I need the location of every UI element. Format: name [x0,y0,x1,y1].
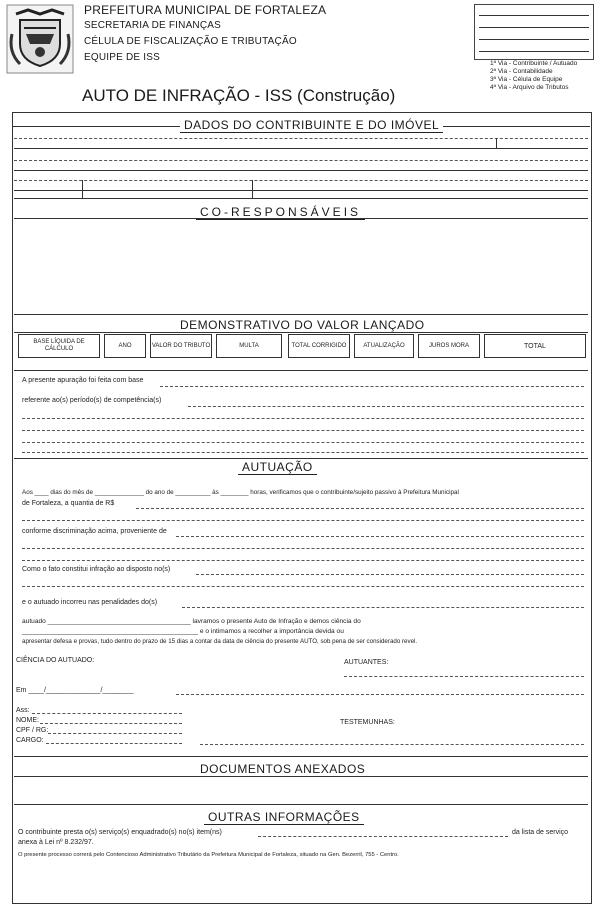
testemunhas-label: TESTEMUNHAS: [340,719,395,726]
apuracao-line-1: A presente apuração foi feita com base [22,377,144,384]
cargo-label: CARGO: [16,737,44,744]
col-atualizacao: ATUALIZAÇÃO [354,334,414,358]
apuracao-line-2: referente ao(s) período(s) de competência(s) [22,397,162,404]
autuacao-p3: Como o fato constitui infração ao disposto no(s) [22,566,171,573]
ciencia-label: CIÊNCIA DO AUTUADO: [16,657,95,664]
section-coresponsaveis-title: CO-RESPONSÁVEIS [196,205,365,220]
nome-label: NOME: [16,717,39,724]
col-total: TOTAL [484,334,586,358]
outras-line-2: anexa à Lei nº 8.232/97. [18,839,94,846]
col-base-calculo: BASE LÍQUIDA DE CÁLCULO [18,334,100,358]
header-line-1: PREFEITURA MUNICIPAL DE FORTALEZA [84,3,327,17]
autuacao-p1a: Aos ____ dias do mês de ______________ do ano de __________ às ________ horas, verificamos que o contribuinte/sujeito passivo à Prefeitura Municipal [22,489,459,496]
ass-label: Ass: [16,707,30,714]
col-multa: MULTA [216,334,282,358]
copy-1: 1ª Via - Contribuinte / Autuado [490,60,578,67]
copy-3: 3ª Via - Célula de Equipe [490,76,563,83]
documentos-area[interactable] [14,778,588,802]
coresponsaveis-area[interactable] [14,220,588,312]
autuantes-label: AUTUANTES: [344,659,389,666]
em-date-field[interactable]: Em ____/______________/________ [16,687,134,694]
col-juros-mora: JUROS MORA [418,334,480,358]
outras-line-3: O presente processo correrá pelo Contencioso Administrativo Tributário da Prefeitura Municipal de Fortaleza, situado na Gen. Bezerril, 755 - Centro. [18,852,399,858]
outras-line-1b: da lista de serviço [512,829,569,836]
header-line-3: CÉLULA DE FISCALIZAÇÃO E TRIBUTAÇÃO [84,36,297,47]
copy-list [490,60,577,92]
section-autuacao-title: AUTUAÇÃO [238,460,317,475]
coat-of-arms-logo [6,4,74,74]
col-total-corrigido: TOTAL CORRIGIDO [288,334,350,358]
section-contribuinte-title: DADOS DO CONTRIBUINTE E DO IMÓVEL [180,118,443,133]
header-line-2: SECRETARIA DE FINANÇAS [84,20,222,31]
autuacao-p2: conforme discriminação acima, proveniente de [22,528,167,535]
section-outras-title: OUTRAS INFORMAÇÕES [204,810,364,825]
form-title: AUTO DE INFRAÇÃO - ISS (Construção) [82,86,396,105]
copy-4: 4ª Via - Arquivo de Tributos [490,84,569,91]
autuacao-p5a: autuado _______________________________________ lavramos o presente Auto de Infração e demos ciência do [22,618,361,625]
copy-2: 2ª Via - Contabilidade [490,68,553,75]
section-documentos-title: DOCUMENTOS ANEXADOS [196,762,369,777]
autuacao-p5b: ________________________________________________ e o intimamos a recolher a importância devida ou [22,628,344,635]
autuacao-p1b: de Fortaleza, a quantia de R$ [22,500,115,507]
header-line-4: EQUIPE DE ISS [84,52,160,63]
autuacao-p4: e o autuado incorreu nas penalidades do(s) [22,599,158,606]
section-demonstrativo-title: DEMONSTRATIVO DO VALOR LANÇADO [176,318,429,333]
outras-line-1a: O contribuinte presta o(s) serviço(s) enquadrado(s) no(s) item(ns) [18,829,222,836]
col-ano: ANO [104,334,146,358]
autuacao-p5c: apresentar defesa e provas, tudo dentro do prazo de 15 dias a contar da data de ciência do presente AUTO, sob pena de ser considerado revel. [22,638,418,645]
cpf-label: CPF / RG: [16,727,49,734]
protocol-stamp-box [474,4,594,60]
col-valor-tributo: VALOR DO TRIBUTO [150,334,212,358]
